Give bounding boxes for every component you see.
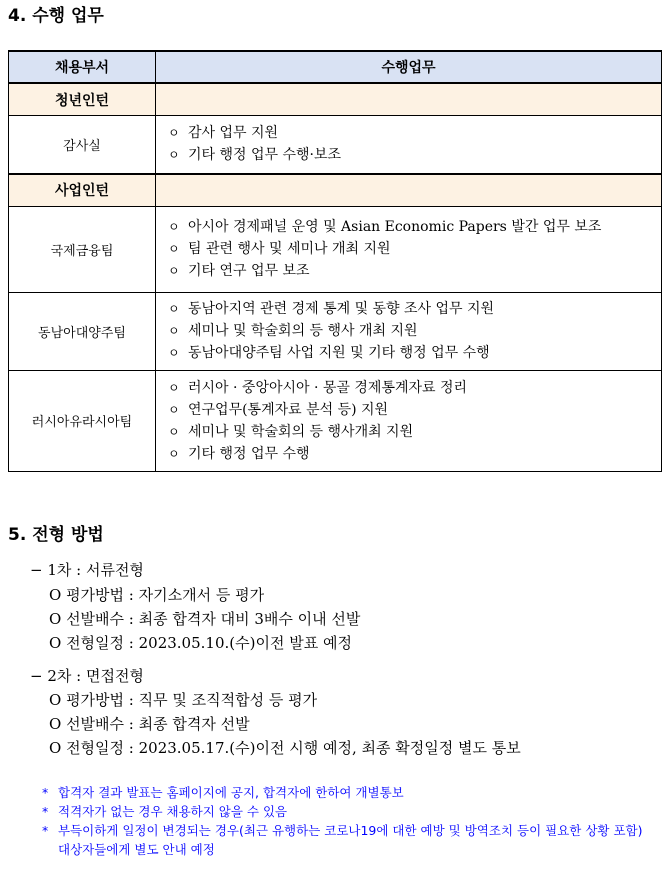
asterisk-icon: * bbox=[42, 804, 49, 819]
duty-item: ㅇ 기타 행정 업무 수행·보조 bbox=[164, 144, 653, 166]
bullet-circle-icon: ㅇ bbox=[168, 424, 180, 439]
duty-item: ㅇ 아시아 경제패널 운영 및 Asian Economic Papers 발간 업무 보조 bbox=[164, 216, 653, 238]
team-name: 국제금융팀 bbox=[9, 206, 156, 292]
bullet-circle-icon: ㅇ bbox=[168, 126, 180, 141]
bullet-circle-icon: ㅇ bbox=[168, 402, 180, 417]
bullet-circle-icon: ㅇ bbox=[168, 242, 180, 256]
duty-item: ㅇ 동남아대양주팀 사업 지원 및 기타 행정 업무 수행 bbox=[164, 342, 653, 364]
stage-1-item: O 평가방법 : 자기소개서 등 평가 bbox=[49, 586, 265, 604]
category-label: 청년인턴 bbox=[9, 83, 156, 116]
table-row bbox=[9, 206, 662, 292]
notice-item: * 합격자 결과 발표는 홈페이지에 공지, 합격자에 한하여 개별통보 bbox=[42, 785, 404, 800]
stage-1-item: O 선발배수 : 최종 합격자 대비 3배수 이내 선발 bbox=[49, 610, 361, 628]
team-duties bbox=[156, 206, 662, 292]
asterisk-icon: * bbox=[42, 785, 49, 800]
notice-list bbox=[42, 783, 656, 859]
category-empty-cell bbox=[156, 174, 662, 207]
team-name: 감사실 bbox=[9, 116, 156, 174]
duty-item: ㅇ 러시아 · 중앙아시아 · 몽골 경제통계자료 정리 bbox=[164, 377, 653, 399]
bullet-circle-icon: ㅇ bbox=[168, 380, 180, 395]
table-row bbox=[9, 292, 662, 370]
duty-item: ㅇ 세미나 및 학술회의 등 행사 개최 지원 bbox=[164, 320, 653, 342]
asterisk-icon: * bbox=[42, 823, 49, 838]
table-header-row bbox=[9, 51, 662, 83]
notice-item: * 적격자가 없는 경우 채용하지 않을 수 있음 bbox=[42, 804, 288, 819]
stage-2-item: O 평가방법 : 직무 및 조직적합성 등 평가 bbox=[49, 691, 318, 709]
bullet-circle-icon: ㅇ bbox=[168, 324, 180, 338]
bullet-circle-icon: ㅇ bbox=[168, 346, 180, 360]
team-name: 러시아유라시아팀 bbox=[9, 370, 156, 471]
team-duties bbox=[156, 370, 662, 471]
stage-1-item: O 전형일정 : 2023.05.10.(수)이전 발표 예정 bbox=[49, 634, 352, 652]
duty-item: ㅇ 세미나 및 학술회의 등 행사개최 지원 bbox=[164, 421, 653, 443]
bullet-circle-icon: ㅇ bbox=[168, 148, 180, 163]
category-row-project-intern bbox=[9, 174, 662, 207]
header-duties: 수행업무 bbox=[156, 51, 662, 83]
table-row bbox=[9, 116, 662, 174]
stage-2-item: O 선발배수 : 최종 합격자 선발 bbox=[49, 715, 250, 733]
team-name: 동남아대양주팀 bbox=[9, 292, 156, 370]
stage-1-title: − 1차 : 서류전형 bbox=[30, 561, 144, 579]
team-duties bbox=[156, 292, 662, 370]
bullet-circle-icon: ㅇ bbox=[168, 302, 180, 316]
team-duties bbox=[156, 116, 662, 174]
bullet-circle-icon: ㅇ bbox=[168, 264, 180, 278]
category-row-youth-intern bbox=[9, 83, 662, 116]
notice-item: * 부득이하게 일정이 변경되는 경우(최근 유행하는 코로나19에 대한 예방 및 방역조치 등이 필요한 상황 포함) 대상자들에게 별도 안내 예정 bbox=[42, 823, 643, 857]
stage-2-title: − 2차 : 면접전형 bbox=[30, 667, 144, 685]
duty-item: ㅇ 팀 관련 행사 및 세미나 개최 지원 bbox=[164, 238, 653, 260]
duty-item: ㅇ 동남아지역 관련 경제 통계 및 동향 조사 업무 지원 bbox=[164, 298, 653, 320]
duty-item: ㅇ 연구업무(통계자료 분석 등) 지원 bbox=[164, 399, 653, 421]
duty-item: ㅇ 기타 연구 업무 보조 bbox=[164, 260, 653, 282]
category-label: 사업인턴 bbox=[9, 174, 156, 207]
stage-2-item: O 전형일정 : 2023.05.17.(수)이전 시행 예정, 최종 확정일정 별도 통보 bbox=[49, 739, 521, 757]
section-4-heading: 4. 수행 업무 bbox=[8, 6, 104, 26]
duty-item: ㅇ 감사 업무 지원 bbox=[164, 122, 653, 144]
duty-item: ㅇ 기타 행정 업무 수행 bbox=[164, 443, 653, 465]
category-empty-cell bbox=[156, 83, 662, 116]
bullet-circle-icon: ㅇ bbox=[168, 446, 180, 461]
bullet-circle-icon: ㅇ bbox=[168, 220, 180, 234]
duty-table bbox=[8, 50, 662, 472]
header-department: 채용부서 bbox=[9, 51, 156, 83]
section-5-heading: 5. 전형 방법 bbox=[8, 525, 104, 545]
table-row bbox=[9, 370, 662, 471]
